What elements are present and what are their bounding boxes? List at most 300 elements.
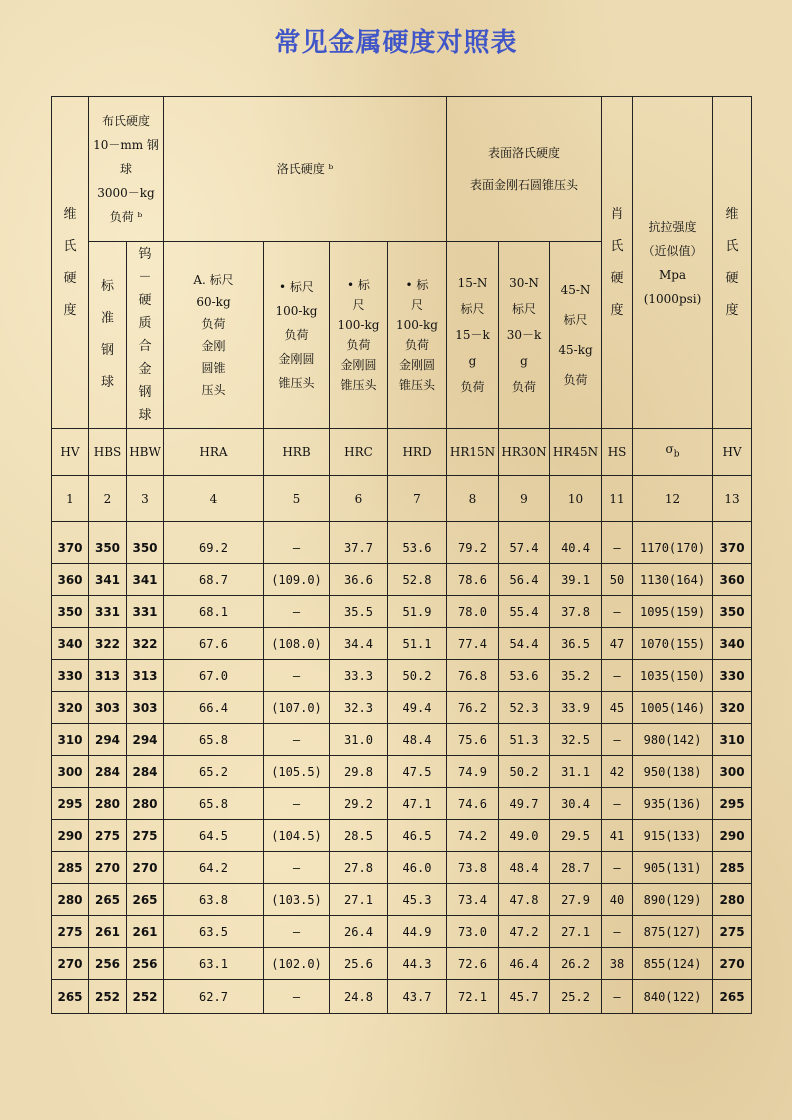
- header-line: 球: [100, 375, 114, 390]
- header-line: A. 标尺: [193, 273, 234, 287]
- header-line: 负荷: [284, 328, 309, 342]
- header-line: 度: [63, 302, 77, 318]
- table-cell: 72.6: [447, 948, 499, 980]
- hrb-header: [264, 242, 330, 429]
- header-line: g: [468, 354, 477, 368]
- hv-left-label: [63, 199, 77, 327]
- table-cell: 62.7: [164, 980, 264, 1014]
- column-number-cell: 4: [164, 476, 264, 522]
- table-cell: 26.4: [330, 916, 388, 948]
- table-cell: 76.8: [447, 660, 499, 692]
- hrd-header: [388, 242, 447, 429]
- symbol-cell: HBS: [89, 429, 127, 476]
- brinell-group-header: [89, 97, 164, 242]
- tensile-header: [633, 97, 713, 429]
- table-cell: 77.4: [447, 628, 499, 660]
- table-cell: 72.1: [447, 980, 499, 1014]
- table-cell: 33.9: [550, 692, 602, 724]
- header-line: 氏: [725, 238, 739, 254]
- table-cell: 28.5: [330, 820, 388, 852]
- table-cell: 30.4: [550, 788, 602, 820]
- header-line: （近似值）: [642, 243, 703, 258]
- header-line: 氏: [63, 238, 77, 254]
- table-cell: 350: [52, 596, 89, 628]
- table-cell: 350: [127, 522, 164, 564]
- header-line: 15-N: [457, 276, 488, 290]
- column-number-row: [52, 476, 752, 522]
- hv-right-header: [713, 97, 752, 429]
- header-line: 合: [138, 339, 152, 354]
- table-cell: 270: [89, 852, 127, 884]
- table-cell: 915(133): [633, 820, 713, 852]
- column-number-cell: 7: [388, 476, 447, 522]
- header-line: 负荷 ᵇ: [109, 210, 143, 224]
- table-cell: 73.8: [447, 852, 499, 884]
- table-row: [52, 660, 752, 692]
- header-line: 钢: [100, 343, 114, 358]
- table-row: [52, 884, 752, 916]
- table-cell: 47: [602, 628, 633, 660]
- table-cell: 53.6: [388, 522, 447, 564]
- table-cell: 40: [602, 884, 633, 916]
- symbol-cell: HRC: [330, 429, 388, 476]
- column-number-cell: 5: [264, 476, 330, 522]
- hardness-table: [51, 96, 752, 1014]
- header-line: 压头: [201, 383, 226, 397]
- table-cell: 370: [52, 522, 89, 564]
- table-cell: 252: [89, 980, 127, 1014]
- table-row: [52, 628, 752, 660]
- table-cell: 31.0: [330, 724, 388, 756]
- table-cell: 285: [713, 852, 752, 884]
- table-cell: 74.2: [447, 820, 499, 852]
- table-cell: (107.0): [264, 692, 330, 724]
- header-line: • 标尺: [279, 280, 314, 294]
- hr30n-header: [499, 242, 550, 429]
- table-cell: 76.2: [447, 692, 499, 724]
- header-line: 锥压头: [278, 376, 315, 390]
- table-cell: 270: [713, 948, 752, 980]
- table-cell: 295: [52, 788, 89, 820]
- table-cell: 360: [52, 564, 89, 596]
- table-cell: —: [264, 724, 330, 756]
- column-number-cell: 8: [447, 476, 499, 522]
- header-line: • 标: [405, 278, 429, 292]
- header-line: Mpa: [658, 267, 687, 282]
- table-cell: 27.9: [550, 884, 602, 916]
- table-cell: —: [264, 596, 330, 628]
- table-cell: 73.0: [447, 916, 499, 948]
- column-number-cell: 9: [499, 476, 550, 522]
- table-row: [52, 724, 752, 756]
- table-cell: 37.8: [550, 596, 602, 628]
- table-cell: —: [602, 788, 633, 820]
- header-line: －: [138, 270, 152, 285]
- table-cell: 49.4: [388, 692, 447, 724]
- table-cell: 256: [89, 948, 127, 980]
- header-line: g: [520, 354, 528, 368]
- symbol-cell: $\sigma_b$: [633, 429, 713, 476]
- table-cell: 52.8: [388, 564, 447, 596]
- header-line: 15－k: [455, 328, 490, 342]
- table-cell: 29.8: [330, 756, 388, 788]
- header-line: 氏: [610, 238, 624, 254]
- table-cell: —: [264, 522, 330, 564]
- column-number-cell: 11: [602, 476, 633, 522]
- table-cell: 280: [89, 788, 127, 820]
- header-line: 硬: [63, 270, 77, 286]
- table-cell: 64.5: [164, 820, 264, 852]
- header-line: 100-kg: [396, 318, 438, 332]
- table-cell: 43.7: [388, 980, 447, 1014]
- table-cell: 331: [127, 596, 164, 628]
- hr45n-header: [550, 242, 602, 429]
- table-cell: 45: [602, 692, 633, 724]
- table-cell: 65.8: [164, 788, 264, 820]
- table-body: [52, 522, 752, 1014]
- column-number-cell: 13: [713, 476, 752, 522]
- hs-header: [602, 97, 633, 429]
- table-cell: 252: [127, 980, 164, 1014]
- table-row: [52, 980, 752, 1014]
- table-cell: —: [264, 660, 330, 692]
- table-cell: 1130(164): [633, 564, 713, 596]
- table-cell: 48.4: [388, 724, 447, 756]
- header-line: 标: [100, 279, 114, 294]
- table-cell: 74.6: [447, 788, 499, 820]
- header-line: 金刚圆: [398, 358, 435, 372]
- table-cell: 300: [52, 756, 89, 788]
- table-cell: 32.5: [550, 724, 602, 756]
- header-line: 准: [100, 311, 114, 326]
- table-cell: 280: [713, 884, 752, 916]
- table-cell: 46.5: [388, 820, 447, 852]
- table-cell: 350: [713, 596, 752, 628]
- table-cell: 73.4: [447, 884, 499, 916]
- table-cell: 256: [127, 948, 164, 980]
- table-cell: 68.1: [164, 596, 264, 628]
- hra-header: [164, 242, 264, 429]
- table-cell: 320: [52, 692, 89, 724]
- hbs-header: [89, 242, 127, 429]
- table-cell: —: [602, 916, 633, 948]
- header-line: 圆锥: [201, 361, 226, 375]
- header-line: 度: [725, 302, 739, 318]
- table-cell: 50.2: [499, 756, 550, 788]
- table-cell: 35.2: [550, 660, 602, 692]
- table-cell: 341: [127, 564, 164, 596]
- header-line: 100-kg: [275, 304, 318, 318]
- table-cell: 840(122): [633, 980, 713, 1014]
- rockwell-group-header: 洛氏硬度 ᵇ: [164, 97, 447, 242]
- superficial-group-header: [447, 97, 602, 242]
- table-cell: 65.2: [164, 756, 264, 788]
- table-cell: 855(124): [633, 948, 713, 980]
- table-cell: 32.3: [330, 692, 388, 724]
- header-line: 负荷: [201, 317, 226, 331]
- table-cell: 47.2: [499, 916, 550, 948]
- header-line: 负荷: [346, 338, 371, 352]
- symbol-cell: HBW: [127, 429, 164, 476]
- table-cell: 890(129): [633, 884, 713, 916]
- table-cell: —: [602, 596, 633, 628]
- header-line: 硬: [138, 293, 152, 308]
- header-line: 球: [119, 162, 132, 176]
- header-line: 维: [63, 206, 77, 222]
- symbol-cell: HR15N: [447, 429, 499, 476]
- header-line: 布氏硬度: [101, 114, 150, 128]
- table-cell: 265: [713, 980, 752, 1014]
- table-cell: 29.5: [550, 820, 602, 852]
- symbol-cell: HR45N: [550, 429, 602, 476]
- table-cell: 49.7: [499, 788, 550, 820]
- table-cell: 63.8: [164, 884, 264, 916]
- table-cell: 51.3: [499, 724, 550, 756]
- symbol-cell: HRA: [164, 429, 264, 476]
- table-cell: 1035(150): [633, 660, 713, 692]
- table-cell: (103.5): [264, 884, 330, 916]
- table-cell: —: [264, 852, 330, 884]
- table-cell: —: [602, 522, 633, 564]
- table-cell: 27.1: [330, 884, 388, 916]
- table-cell: 290: [713, 820, 752, 852]
- column-number-cell: 1: [52, 476, 89, 522]
- table-cell: (105.5): [264, 756, 330, 788]
- table-row: [52, 564, 752, 596]
- header-line: 尺: [410, 298, 423, 312]
- table-row: [52, 788, 752, 820]
- table-row: [52, 522, 752, 564]
- table-cell: 28.7: [550, 852, 602, 884]
- table-cell: 25.6: [330, 948, 388, 980]
- table-cell: 322: [127, 628, 164, 660]
- table-cell: 78.0: [447, 596, 499, 628]
- page-title: 常见金属硬度对照表: [274, 28, 518, 58]
- table-cell: 270: [52, 948, 89, 980]
- table-cell: 41: [602, 820, 633, 852]
- table-row: [52, 852, 752, 884]
- column-number-cell: 3: [127, 476, 164, 522]
- table-cell: 350: [89, 522, 127, 564]
- table-cell: 47.8: [499, 884, 550, 916]
- table-cell: 300: [713, 756, 752, 788]
- table-cell: 64.2: [164, 852, 264, 884]
- table-cell: 54.4: [499, 628, 550, 660]
- table-cell: 370: [713, 522, 752, 564]
- table-cell: 27.8: [330, 852, 388, 884]
- table-cell: 330: [52, 660, 89, 692]
- table-cell: 46.4: [499, 948, 550, 980]
- header-line: 负荷: [511, 380, 536, 394]
- table-row: [52, 916, 752, 948]
- column-number-cell: 2: [89, 476, 127, 522]
- header-line: 钢: [138, 385, 152, 400]
- header-line: (1000psi): [643, 291, 702, 306]
- table-cell: —: [264, 788, 330, 820]
- table-cell: 36.5: [550, 628, 602, 660]
- table-cell: 42: [602, 756, 633, 788]
- table-cell: 1070(155): [633, 628, 713, 660]
- table-cell: 57.4: [499, 522, 550, 564]
- table-cell: 44.3: [388, 948, 447, 980]
- table-cell: 33.3: [330, 660, 388, 692]
- table-row: [52, 596, 752, 628]
- header-line: 10－mm 钢: [93, 138, 159, 152]
- hbw-header: [127, 242, 164, 429]
- table-cell: 294: [89, 724, 127, 756]
- header-line: 金刚: [201, 339, 226, 353]
- table-cell: 66.4: [164, 692, 264, 724]
- table-cell: 270: [127, 852, 164, 884]
- table-cell: 280: [52, 884, 89, 916]
- table-cell: (102.0): [264, 948, 330, 980]
- header-line: 负荷: [563, 373, 588, 387]
- symbol-row: [52, 429, 752, 476]
- table-cell: 50: [602, 564, 633, 596]
- table-cell: 63.1: [164, 948, 264, 980]
- table-cell: 45.7: [499, 980, 550, 1014]
- table-cell: 935(136): [633, 788, 713, 820]
- table-cell: 29.2: [330, 788, 388, 820]
- table-cell: 275: [52, 916, 89, 948]
- symbol-cell: HS: [602, 429, 633, 476]
- header-line: 30-N: [509, 276, 539, 290]
- table-cell: 290: [52, 820, 89, 852]
- header-line: 负荷: [460, 380, 485, 394]
- table-cell: 45.3: [388, 884, 447, 916]
- table-row: [52, 756, 752, 788]
- table-cell: 51.1: [388, 628, 447, 660]
- header-line: 硬: [725, 270, 739, 286]
- table-cell: 340: [52, 628, 89, 660]
- table-cell: —: [602, 724, 633, 756]
- table-cell: 24.8: [330, 980, 388, 1014]
- header-line: 3000－kg: [97, 186, 155, 200]
- table-row: [52, 820, 752, 852]
- table-cell: 63.5: [164, 916, 264, 948]
- header-line: • 标: [347, 278, 370, 292]
- table-cell: 27.1: [550, 916, 602, 948]
- table-cell: 68.7: [164, 564, 264, 596]
- table-cell: 261: [89, 916, 127, 948]
- header-line: 表面金刚石圆锥压头: [470, 178, 579, 192]
- hr15n-header: [447, 242, 499, 429]
- table-cell: 25.2: [550, 980, 602, 1014]
- table-cell: 360: [713, 564, 752, 596]
- table-cell: 905(131): [633, 852, 713, 884]
- table-cell: 46.0: [388, 852, 447, 884]
- table-cell: 50.2: [388, 660, 447, 692]
- header-line: 肖: [610, 206, 624, 222]
- table-cell: 265: [89, 884, 127, 916]
- table-cell: 78.6: [447, 564, 499, 596]
- table-cell: 38: [602, 948, 633, 980]
- header-line: 维: [725, 206, 739, 222]
- header-line: 度: [610, 302, 624, 318]
- header-line: 100-kg: [337, 318, 380, 332]
- header-line: 标尺: [460, 302, 485, 316]
- table-cell: 303: [127, 692, 164, 724]
- table-cell: 284: [127, 756, 164, 788]
- table-cell: 265: [127, 884, 164, 916]
- table-cell: 1005(146): [633, 692, 713, 724]
- table-cell: 284: [89, 756, 127, 788]
- table-cell: 275: [713, 916, 752, 948]
- table-cell: 285: [52, 852, 89, 884]
- header-line: 60-kg: [196, 295, 231, 309]
- table-cell: 65.8: [164, 724, 264, 756]
- table-cell: 980(142): [633, 724, 713, 756]
- table-cell: 303: [89, 692, 127, 724]
- symbol-subscript: b: [673, 449, 680, 460]
- header-line: 尺: [352, 298, 365, 312]
- header-line: 质: [138, 316, 152, 331]
- table-cell: 950(138): [633, 756, 713, 788]
- table-cell: —: [602, 660, 633, 692]
- header-line: 金刚圆: [278, 352, 315, 366]
- table-cell: —: [602, 852, 633, 884]
- table-cell: 31.1: [550, 756, 602, 788]
- header-line: 标尺: [511, 302, 536, 316]
- header-line: 钨: [138, 247, 152, 262]
- table-cell: 294: [127, 724, 164, 756]
- table-cell: 265: [52, 980, 89, 1014]
- table-cell: 275: [89, 820, 127, 852]
- header-line: 硬: [610, 270, 624, 286]
- table-cell: 48.4: [499, 852, 550, 884]
- hrc-header: [330, 242, 388, 429]
- table-cell: 322: [89, 628, 127, 660]
- header-line: 表面洛氏硬度: [488, 146, 561, 160]
- header-line: 标尺: [563, 313, 588, 327]
- header-line: 30－k: [506, 328, 542, 342]
- table-cell: 331: [89, 596, 127, 628]
- table-cell: 280: [127, 788, 164, 820]
- header-line: 金刚圆: [340, 358, 377, 372]
- table-cell: 49.0: [499, 820, 550, 852]
- table-cell: 51.9: [388, 596, 447, 628]
- hv-left-header: [52, 97, 89, 429]
- table-cell: 67.0: [164, 660, 264, 692]
- header-line: 45-N: [560, 283, 591, 297]
- table-cell: —: [264, 916, 330, 948]
- table-cell: 261: [127, 916, 164, 948]
- header-line: 负荷: [404, 338, 429, 352]
- table-cell: 330: [713, 660, 752, 692]
- header-line: 锥压头: [398, 378, 435, 392]
- table-cell: 47.5: [388, 756, 447, 788]
- table-cell: (108.0): [264, 628, 330, 660]
- table-cell: 69.2: [164, 522, 264, 564]
- table-cell: 56.4: [499, 564, 550, 596]
- table-cell: 295: [713, 788, 752, 820]
- table-cell: 52.3: [499, 692, 550, 724]
- column-number-cell: 10: [550, 476, 602, 522]
- table-cell: 310: [713, 724, 752, 756]
- table-cell: 47.1: [388, 788, 447, 820]
- table-cell: (104.5): [264, 820, 330, 852]
- table-row: [52, 692, 752, 724]
- symbol-cell: HR30N: [499, 429, 550, 476]
- table-cell: 36.6: [330, 564, 388, 596]
- table-cell: 320: [713, 692, 752, 724]
- table-cell: —: [264, 980, 330, 1014]
- header-line: 球: [138, 408, 152, 423]
- table-cell: 26.2: [550, 948, 602, 980]
- table-cell: 875(127): [633, 916, 713, 948]
- table-cell: 44.9: [388, 916, 447, 948]
- table-cell: 75.6: [447, 724, 499, 756]
